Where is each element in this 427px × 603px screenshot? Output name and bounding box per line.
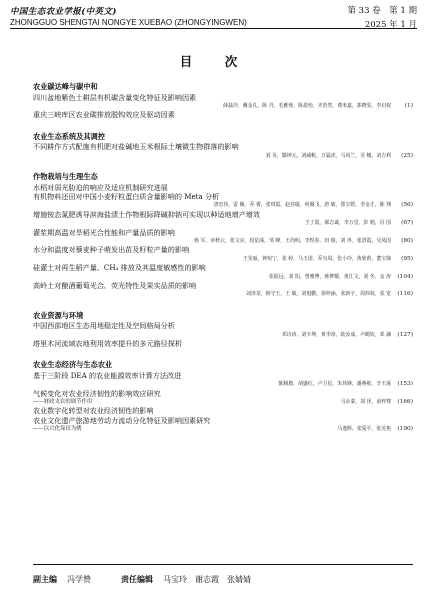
page-title: 目 次 (179, 54, 248, 69)
page-number: (1) (404, 102, 413, 109)
article-authors: 薛磊玲，戴金礼，陈 丹，毛雅蓉，陈盈怡，齐浩然，费米嘉，郭晓雯，李启权 (223, 102, 391, 109)
authors-line (33, 102, 413, 110)
toc-entry[interactable] (33, 192, 413, 210)
toc-entry[interactable] (33, 339, 413, 348)
article-authors: 刘 昊，滕钟元，刘威帆，万猛虎，马风兰，吴 娜，刘吉利 (265, 152, 391, 159)
deputy-editor-names: 冯学赞 (67, 575, 91, 584)
article-authors: 张振远，刘 阳，曾雅博，蒋梦耀，黄江文，刘 冬，金 涛 (268, 273, 391, 280)
section-heading: 农业生态系统及其调控 (33, 131, 105, 141)
article-authors: 唐忠伟，雷 颖，乔 睿，张琪霞，赵佳璇，何佩飞，唐 敏，郑宝媛，李金才，陈 翔 (213, 202, 391, 209)
article-subtitle: ——财政支农的调节作用 (33, 399, 93, 406)
authors-line (33, 237, 413, 245)
toc-entry[interactable] (33, 416, 413, 434)
authors-line (33, 425, 413, 433)
article-title[interactable]: 塔里木河流域农地利用效率提升的多元路径探析 (33, 338, 182, 348)
responsible-editor-label: 责任编辑 (121, 574, 153, 584)
article-title[interactable]: 基于三阶段 DEA 的农业能源效率计算方法改进 (33, 370, 182, 380)
authors-line (33, 255, 413, 263)
article-subtitle: ——以兴化垛田为例 (33, 426, 82, 433)
article-authors: 陈腾旗，胡盛红，卢卫星，朱伟锋，潘燕妮，辛玉琢 (278, 381, 391, 388)
toc-list (33, 78, 413, 434)
volume-issue: 第 33 卷 第 1 期 (347, 6, 417, 16)
page-number: (25) (401, 152, 413, 159)
toc-entry[interactable] (33, 263, 413, 281)
header-rule (10, 28, 417, 29)
article-title[interactable]: 重庆三峡库区农业碳排放脱钩效应及驱动因素 (33, 110, 175, 120)
toc-entry[interactable] (33, 93, 413, 111)
toc-entry[interactable] (33, 183, 413, 192)
toc-entry[interactable] (33, 210, 413, 228)
journal-name-pinyin: ZHONGGUO SHENGTAI NONGYE XUEBAO (ZHONGYINGWEN) (10, 18, 247, 27)
authors-line (33, 219, 413, 227)
article-authors: 马永秦，刘 泽，俞梓骞 (340, 399, 391, 406)
section-heading: 作物栽培与生理生态 (33, 172, 98, 181)
authors-line (33, 290, 413, 298)
responsible-editor-names: 马宝玲 谢志霞 张婧婧 (163, 575, 251, 584)
page-number: (95) (401, 255, 413, 262)
article-authors: 马逸辉，张爱平，张芜艳 (337, 426, 391, 433)
section-gap (33, 120, 413, 128)
page-number: (153) (397, 381, 413, 388)
article-title[interactable]: 气候变化对农业经济韧性的影响效应研究 (33, 388, 161, 398)
article-title[interactable]: 增施铵态氮肥诱导滨海盐渍土作物根际降碱抑钠可实现以种适地增产增效 (33, 209, 260, 219)
article-title[interactable]: 硅灌土对再生稻产量、CH₄ 排放及其温度敏感性的影响 (33, 263, 206, 273)
toc-entry[interactable] (33, 228, 413, 246)
toc-entry[interactable] (33, 110, 413, 119)
authors-line (33, 201, 413, 209)
article-title[interactable]: 农业数字化转型对农业经济韧性的影响 (33, 406, 154, 416)
article-title[interactable]: 不同耕作方式配施有机肥对盐碱地玉米根际土壤微生物群落的影响 (33, 142, 239, 152)
section-heading: 农业资源与环境 (33, 310, 84, 320)
article-title[interactable]: 中国西部地区生态用地稳定性及空间格局分析 (33, 321, 175, 331)
toc-entry[interactable] (33, 406, 413, 415)
article-title[interactable]: 水稻对弱光胁迫的响应及适应机制研究进展 (33, 182, 168, 192)
article-authors: 王雯丽，钟宛宁，张 婷，马玉诺，乔匀周，张小玲，黄欣莉，董宝娣 (242, 255, 391, 262)
page-number: (67) (401, 220, 413, 227)
journal-header (10, 4, 417, 36)
toc-entry[interactable] (33, 389, 413, 407)
article-authors: 邓诗涛，刘少坤，黄李淳，陆汝成，卢鹤钦，邓 澜 (281, 331, 391, 338)
article-authors: 王丁霞，郝志诚，李万堂，彭 勉，冯 国 (304, 220, 391, 227)
toc-entry[interactable] (33, 321, 413, 339)
section-gap (33, 160, 413, 168)
page-number: (116) (397, 291, 413, 298)
deputy-editor-label: 副主编 (33, 574, 57, 584)
toc-entry[interactable] (33, 281, 413, 299)
page-number: (127) (397, 331, 413, 338)
page-number: (104) (397, 273, 413, 280)
authors-line (33, 273, 413, 281)
toc-entry[interactable] (33, 371, 413, 389)
article-title[interactable]: 灌浆期高温对旱稻光合性能和产量品质的影响 (33, 227, 175, 237)
page-number: (56) (401, 202, 413, 209)
authors-line (33, 152, 413, 160)
authors-line (33, 331, 413, 339)
article-title[interactable]: 有机物料还田对中国小麦籽粒蛋白质含量影响的 Meta 分析 (33, 191, 220, 201)
article-title[interactable]: 高岭土对酿酒葡萄光合、荧光特性及果实品质的影响 (33, 280, 197, 290)
page-number: (190) (397, 426, 413, 433)
article-authors: 杨 军，章秋云，张文亮，段星彧，邹 峰，王尚明，李煜春，田 俊，刘 冉，张清霞，吴凤国 (194, 237, 391, 244)
article-title[interactable]: 四川盆地紫色土耕层有机碳含量变化特征及影响因素 (33, 92, 197, 102)
article-title[interactable]: 水分和温度对藜麦种子萌发出苗及籽粒产量的影响 (33, 245, 190, 255)
toc-entry[interactable] (33, 245, 413, 263)
section-heading: 农业碳达峰与碳中和 (33, 82, 98, 91)
authors-line (33, 380, 413, 388)
article-title[interactable]: 农业文化遗产旅游地劳动力流动分化特征及影响因素研究 (33, 415, 211, 425)
article-authors: 刘泽龙，韩守玉，王 敏，刘旭鹏，徐梓涵，张新宇，周炜权，张 宽 (246, 291, 391, 298)
authors-line (33, 398, 413, 406)
footer-rule (33, 564, 413, 565)
page-number: (166) (397, 399, 413, 406)
journal-name-cn: 中国生态农业学报(中英文) (10, 7, 117, 17)
toc-entry[interactable] (33, 142, 413, 160)
page-number: (80) (401, 237, 413, 244)
section-heading: 农业生态经济与生态农业 (33, 360, 113, 370)
section-gap (33, 348, 413, 356)
issue-date: 2025 年 1 月 (364, 20, 417, 30)
section-gap (33, 299, 413, 307)
editors-line (33, 574, 251, 585)
